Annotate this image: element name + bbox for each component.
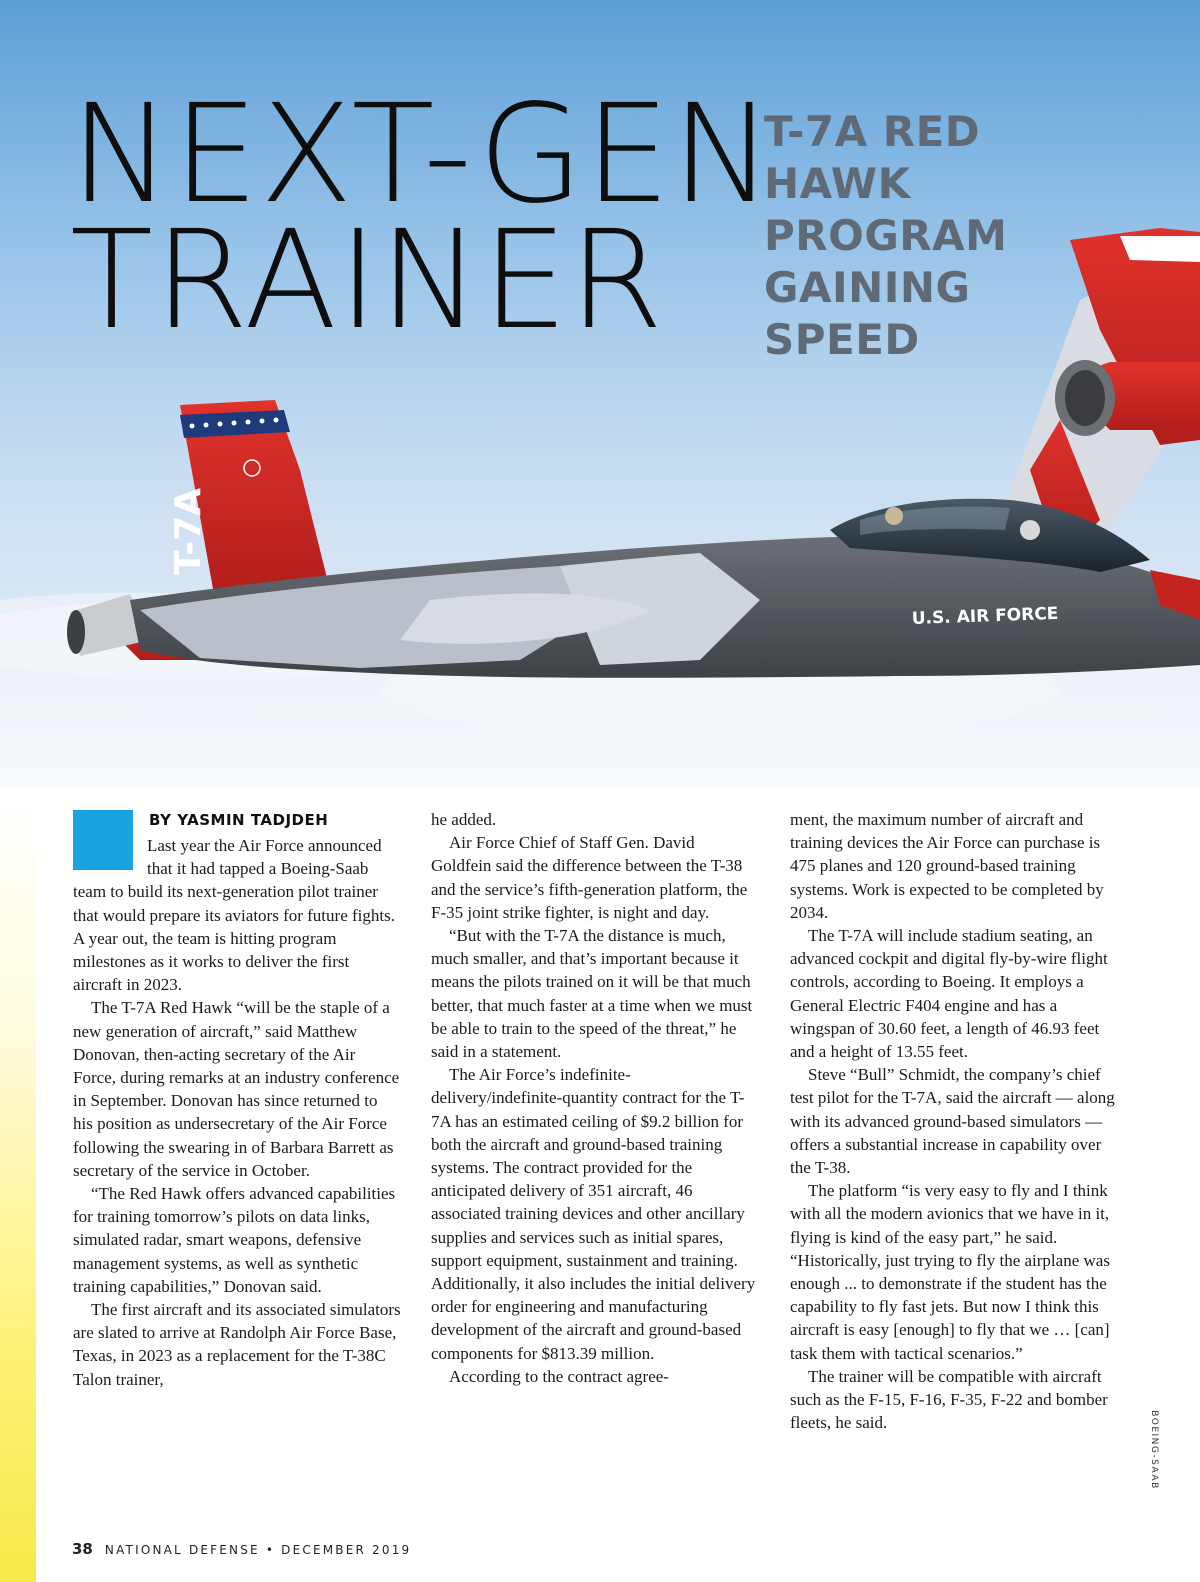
article-paragraph: ment, the maximum number of aircraft and training devices the Air Force can purchase is 475 planes and 120 ground-based training systems. Work is expected to be completed by 2034. [790,810,1104,922]
article-column-3 [790,808,1120,1434]
dropcap-square [73,810,133,870]
tail-marking: T-7A [168,487,209,575]
subheadline [764,106,1024,366]
article-paragraph: According to the contract agree- [449,1366,669,1386]
article-column-2 [431,808,757,1388]
article-column-1 [73,808,401,1391]
photo-credit: BOEING-SAAB [1149,1410,1159,1490]
article-paragraph: The T-7A Red Hawk “will be the staple of a new generation of aircraft,” said Matthew Donovan, then-acting secretary of the Air Force, during remarks at an industry conference in September. Donovan has since returned to his position as undersecretary of the Air Force following the swearing in of Barbara Barrett as secretary of the service in October. [73,998,400,1180]
article-paragraph: The Air Force’s indefinite-delivery/indefinite-quantity contract for the T-7A has an estimated ceiling of $9.2 billion for both the aircraft and ground-based training systems. The contract provided for the anticipated delivery of 351 aircraft, 46 associated training devices and other ancillary supplies and services such as initial spares, support equipment, sustainment and training. Additionally, it also includes the initial delivery order for engineering and manufacturing development of the aircraft and ground-based components for $813.39 million. [431,1065,756,1363]
article-paragraph: Last year the Air Force announced that it had tapped a Boeing-Saab team to build its next-generation pilot trainer that would prepare its aviators for future fights. A year out, the team is hitting program milestones as it works to deliver the first aircraft in 2023. [73,836,395,995]
footer-separator: • [265,1543,276,1557]
article-paragraph: “But with the T-7A the distance is much, much smaller, and that’s important because it means the pilots trained on it will be that much better, that much faster at a time when we must be able to train to the speed of the threat,” he said in a statement. [431,926,753,1062]
headline [70,76,775,360]
subheadline-line-2: HAWK [764,159,911,208]
article-paragraph: The trainer will be compatible with aircraft such as the F-15, F-16, F-35, F-22 and bomber fleets, he said. [790,1366,1108,1433]
hero-photo-section [0,0,1200,788]
accent-bar [0,788,36,1582]
article-paragraph: The platform “is very easy to fly and I think with all the modern avionics that we have in it, flying is kind of the easy part,” he said. “Historically, just trying to fly the airplane was enough ... to demonstrate if the student has the capability to fly fast jets. But now I think this aircraft is easy [enough] to fly that we … [can] task them with tactical scenarios.” [790,1181,1110,1363]
byline: BY YASMIN TADJDEH [149,811,329,829]
issue-date: DECEMBER 2019 [281,1543,412,1557]
article-paragraph: Steve “Bull” Schmidt, the company’s chief test pilot for the T-7A, said the aircraft — along with its advanced ground-based simulators — offers a substantial increase in capability over the T-38. [790,1065,1115,1178]
headline-line-1: NEXT-GEN [70,76,775,234]
article-paragraph: The first aircraft and its associated simulators are slated to arrive at Randolph Air Force Base, Texas, in 2023 as a replacement for the T-38C Talon trainer, [73,1300,401,1389]
subheadline-line-4: GAINING [764,263,971,312]
article-paragraph: “The Red Hawk offers advanced capabilities for training tomorrow’s pilots on data links, simulated radar, smart weapons, defensive management systems, as well as synthetic training capabilities,” Donovan said. [73,1184,396,1296]
article-paragraph: Air Force Chief of Staff Gen. David Goldfein said the difference between the T-38 and the service’s fifth-generation platform, the F-35 joint strike fighter, is night and day. [431,833,748,922]
page-number: 38 [72,1540,93,1558]
article-paragraph: The T-7A will include stadium seating, an advanced cockpit and digital fly-by-wire flight controls, according to Boeing. It employs a General Electric F404 engine and has a wingspan of 30.60 feet, a length of 46.93 feet and a height of 13.55 feet. [790,926,1108,1062]
article-paragraph: he added. [431,810,497,829]
headline-line-2: TRAINER [70,202,665,360]
subheadline-line-5: SPEED [764,315,920,364]
subheadline-line-3: PROGRAM [764,211,1008,260]
fuselage-text: U.S. AIR FORCE [911,603,1059,629]
publication-name: NATIONAL DEFENSE [104,1543,260,1557]
subheadline-line-1: T-7A RED [764,107,981,156]
page-footer [72,1540,411,1558]
